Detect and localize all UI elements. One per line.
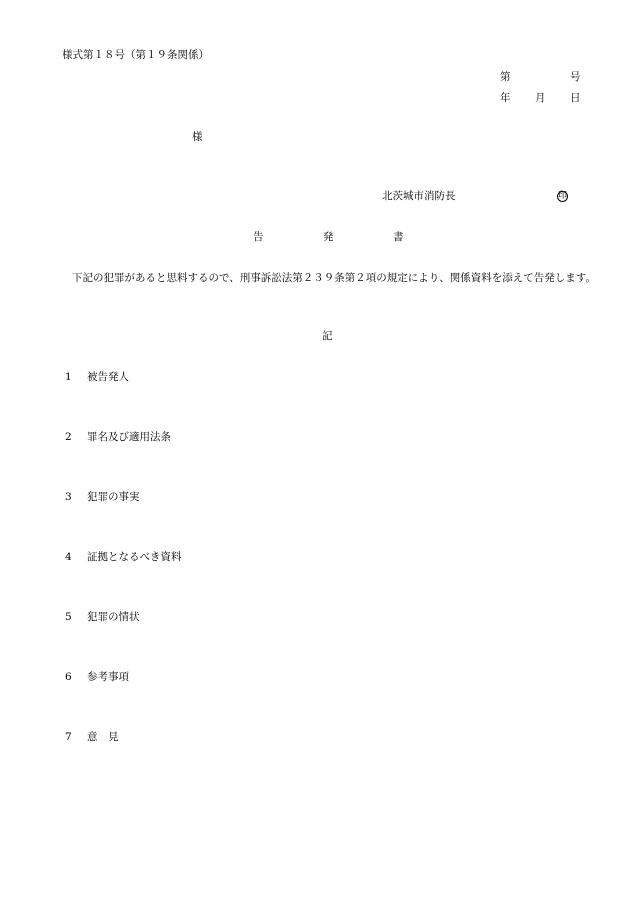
date-year: 年: [500, 92, 511, 104]
item-label: 罪名及び適用法条: [87, 431, 171, 443]
item-label: 意 見: [87, 731, 119, 743]
date-day: 日: [570, 92, 581, 104]
date-month: 月: [535, 92, 546, 104]
item-label: 犯罪の情状: [87, 611, 140, 623]
doc-number-suffix: 号: [570, 71, 581, 83]
item-label: 犯罪の事実: [87, 491, 140, 503]
item-number: 5: [65, 611, 72, 623]
title-char-1: 告: [253, 231, 264, 243]
sender-name: 北茨城市消防長: [382, 190, 456, 202]
item-number: 3: [65, 491, 72, 503]
addressee-suffix: 様: [192, 131, 203, 143]
item-number: 2: [65, 431, 72, 443]
item-label: 証拠となるべき資料: [87, 551, 182, 563]
item-number: 1: [65, 371, 72, 383]
item-number: 7: [65, 731, 72, 743]
item-number: 4: [65, 551, 72, 563]
item-label: 参考事項: [87, 671, 129, 683]
title-char-2: 発: [323, 231, 334, 243]
doc-number-prefix: 第: [500, 71, 511, 83]
ki-heading: 記: [322, 330, 333, 342]
seal-mark: 印: [558, 191, 568, 201]
body-paragraph: 下記の犯罪があると思料するので、刑事訴訟法第２３９条第２項の規定により、関係資料を添えて告発します。: [72, 272, 596, 284]
item-label: 被告発人: [87, 371, 129, 383]
item-number: 6: [65, 671, 72, 683]
title-char-3: 書: [393, 231, 404, 243]
form-number: 様式第１８号（第１９条関係）: [62, 49, 209, 61]
